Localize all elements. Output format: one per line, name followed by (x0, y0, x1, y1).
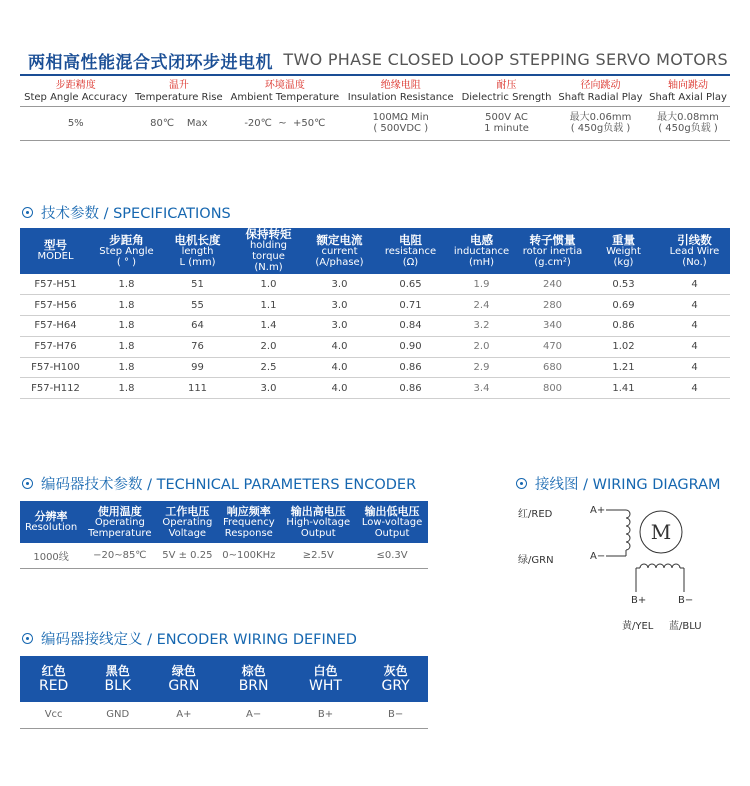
enc-col-op-temp (82, 501, 157, 543)
col-label-cn: 重量 (612, 232, 635, 247)
target-circle-icon (516, 478, 527, 489)
wire-label-grn: 绿/GRN (518, 555, 554, 566)
spec-col-step-angle (91, 228, 162, 274)
wire-col-brn (219, 656, 287, 702)
general-params-value-row (20, 106, 730, 140)
spec-cell: F57-H100 (20, 357, 91, 378)
encoder-params-value-row (20, 543, 428, 568)
spec-cell: 1.8 (91, 274, 162, 295)
general-value-cell (344, 106, 458, 140)
col-label-en-2: Output (374, 527, 410, 539)
value-line-1: 最大0.08mm (657, 112, 719, 123)
specifications-section-title (22, 202, 231, 223)
spec-cell: 1.8 (91, 378, 162, 399)
spec-cell: 240 (517, 274, 588, 295)
col-label-en: inductance (453, 245, 510, 257)
value-line-1: 80℃ Max (150, 117, 208, 129)
value-line-1: 500V AC (485, 112, 528, 123)
spec-table-row (20, 274, 730, 295)
spec-cell: 2.5 (233, 357, 304, 378)
col-label-cn: 耐压 (496, 79, 517, 91)
col-label-en-2: Voltage (168, 527, 207, 539)
encoder-params-header-row (20, 501, 428, 543)
spec-col-torque (233, 228, 304, 274)
spec-table-row (20, 316, 730, 337)
wire-label-b-plus: B+ (631, 595, 647, 606)
general-value-cell (226, 106, 343, 140)
spec-cell: 1.8 (91, 357, 162, 378)
col-label-cn: 输出低电压 (364, 504, 420, 518)
spec-col-weight (588, 228, 659, 274)
col-label-cn: 绿色 (171, 664, 196, 678)
general-col-temp-rise (132, 78, 227, 106)
col-label-en: Lead Wire (669, 245, 720, 257)
enc-value-cell: ≥2.5V (280, 543, 356, 568)
col-label-cn: 电机长度 (174, 232, 221, 247)
target-circle-icon (22, 478, 33, 489)
enc-value-cell: 5V ± 0.25 (157, 543, 217, 568)
col-label-en: Weight (606, 245, 641, 257)
section-title-text: 技术参数 / SPECIFICATIONS (41, 206, 231, 222)
spec-cell: 2.0 (233, 336, 304, 357)
spec-cell: 2.0 (446, 336, 517, 357)
col-label-en: Dielectric Srength (461, 91, 552, 103)
wire-col-grn (148, 656, 219, 702)
col-label-en: Resolution (24, 522, 78, 533)
wire-label-b-minus: B− (678, 595, 694, 606)
encoder-params-table (20, 501, 428, 569)
phase-b-coil (636, 564, 684, 592)
spec-cell: 1.02 (588, 336, 659, 357)
spec-cell: 800 (517, 378, 588, 399)
spec-table-row (20, 378, 730, 399)
col-label-en: GRY (381, 678, 410, 694)
col-label-en: Operating (94, 516, 145, 528)
col-label-cn: 白色 (313, 664, 338, 678)
col-label-en: Temperature Rise (135, 91, 223, 103)
col-label-en: Low-voltage (361, 516, 423, 528)
spec-cell: 51 (162, 274, 233, 295)
wiring-diagram-section-title (516, 473, 721, 494)
spec-cell: 3.4 (446, 378, 517, 399)
wire-label-a-minus: A− (590, 551, 606, 562)
enc-col-high-voltage (280, 501, 356, 543)
value-line-1: 100MΩ Min (372, 112, 429, 123)
section-title-text: 接线图 / WIRING DIAGRAM (535, 477, 721, 493)
col-label-unit: (mH) (468, 256, 495, 268)
wire-col-blk (87, 656, 148, 702)
header-divider (20, 74, 730, 76)
wire-value-cell: GND (87, 702, 148, 728)
col-label-cn: 型号 (44, 238, 67, 252)
col-label-unit: (N.m) (254, 262, 283, 273)
col-label-en: MODEL (37, 251, 74, 262)
enc-col-resolution (20, 501, 82, 543)
spec-cell: 0.69 (588, 295, 659, 316)
col-label-en: BLK (104, 678, 132, 694)
col-label-unit: (A/phase) (315, 256, 364, 268)
spec-cell: 280 (517, 295, 588, 316)
wire-label-red: 红/RED (518, 509, 553, 520)
spec-cell: 340 (517, 316, 588, 337)
col-label-cn: 环境温度 (264, 79, 305, 91)
spec-table-body (20, 274, 730, 399)
spec-cell: 1.21 (588, 357, 659, 378)
col-label-en: BRN (238, 678, 269, 694)
spec-cell: 1.8 (91, 336, 162, 357)
wire-value-cell: A− (219, 702, 287, 728)
general-col-axial-play (646, 78, 730, 106)
col-label-en: rotor inertia (522, 245, 583, 257)
col-label-cn: 绝缘电阻 (380, 79, 421, 91)
col-label-cn: 轴向跳动 (667, 79, 708, 91)
encoder-wiring-section-title (22, 628, 357, 649)
spec-cell: 0.90 (375, 336, 446, 357)
spec-cell: 4 (659, 316, 730, 337)
spec-col-length (162, 228, 233, 274)
general-value-cell (646, 106, 730, 140)
spec-cell: 1.41 (588, 378, 659, 399)
wire-label-a-plus: A+ (590, 505, 606, 516)
spec-cell: 0.65 (375, 274, 446, 295)
col-label-en-2: Temperature (88, 527, 152, 539)
spec-cell: 4.0 (304, 336, 375, 357)
general-col-radial-play (555, 78, 646, 106)
spec-col-inductance (446, 228, 517, 274)
col-label-cn: 工作电压 (165, 504, 210, 518)
col-label-cn: 使用温度 (97, 504, 142, 518)
col-label-en-2: Output (300, 527, 336, 539)
spec-cell: 1.0 (233, 274, 304, 295)
spec-col-current (304, 228, 375, 274)
spec-cell: 470 (517, 336, 588, 357)
wire-col-wht (288, 656, 363, 702)
spec-cell: 4.0 (304, 378, 375, 399)
enc-col-low-voltage (356, 501, 428, 543)
col-label-cn: 径向跳动 (580, 79, 621, 91)
phase-a-coil (606, 510, 630, 556)
general-value-cell (555, 106, 646, 140)
encoder-wiring-table (20, 656, 428, 729)
col-label-unit: (Ω) (402, 256, 419, 268)
col-label-cn: 引线数 (677, 232, 712, 247)
spec-cell: 1.9 (446, 274, 517, 295)
enc-value-cell: −20~85℃ (82, 543, 157, 568)
col-label-cn: 步距角 (109, 232, 144, 247)
spec-cell: 76 (162, 336, 233, 357)
col-label-unit: (No.) (682, 256, 707, 268)
section-title-text: 编码器技术参数 / TECHNICAL PARAMETERS ENCODER (41, 477, 417, 493)
spec-cell: 680 (517, 357, 588, 378)
spec-table-row (20, 357, 730, 378)
col-label-unit: (kg) (613, 256, 634, 268)
page-header (28, 48, 728, 72)
general-col-dielectric (458, 78, 555, 106)
spec-cell: 0.86 (375, 357, 446, 378)
spec-cell: 4 (659, 274, 730, 295)
col-label-en: GRN (168, 678, 200, 694)
encoder-wiring-value-row (20, 702, 428, 728)
col-label-cn: 保持转矩 (245, 227, 292, 241)
general-value-cell (132, 106, 227, 140)
col-label-en-2: Response (224, 527, 273, 539)
spec-cell: 55 (162, 295, 233, 316)
col-label-en: RED (38, 678, 69, 694)
col-label-cn: 步距精度 (55, 79, 96, 91)
spec-cell: 3.2 (446, 316, 517, 337)
value-line-1: -20℃ ~ +50℃ (244, 117, 326, 129)
section-title-text: 编码器接线定义 / ENCODER WIRING DEFINED (41, 632, 357, 648)
spec-cell: F57-H76 (20, 336, 91, 357)
wire-col-gry (363, 656, 428, 702)
enc-col-op-voltage (157, 501, 217, 543)
col-label-en: Step Angle Accuracy (24, 91, 128, 103)
spec-cell: 0.86 (375, 378, 446, 399)
wire-value-cell: B− (363, 702, 428, 728)
spec-cell: 4 (659, 357, 730, 378)
col-label-en: current (321, 245, 358, 257)
wire-value-cell: Vcc (20, 702, 87, 728)
page-title-cn: 两相高性能混合式闭环步进电机 (28, 53, 273, 73)
col-label-en: Insulation Resistance (347, 91, 454, 103)
encoder-params-section-title (22, 473, 416, 494)
col-label-cn: 黑色 (105, 664, 130, 678)
enc-col-frequency (217, 501, 280, 543)
col-label-cn: 红色 (41, 664, 66, 678)
spec-cell: 4 (659, 295, 730, 316)
col-label-cn: 温升 (168, 79, 189, 91)
spec-header-row (20, 228, 730, 274)
col-label-cn: 输出高电压 (290, 504, 346, 518)
spec-cell: F57-H64 (20, 316, 91, 337)
col-label-en: resistance (384, 245, 437, 257)
spec-cell: 4.0 (304, 357, 375, 378)
value-line-2: 1 minute (484, 123, 529, 134)
col-label-en: Ambient Temperature (230, 91, 340, 103)
enc-value-cell: ≤0.3V (356, 543, 428, 568)
general-value-cell (20, 106, 132, 140)
value-line-1: 最大0.06mm (569, 112, 632, 123)
spec-cell: 99 (162, 357, 233, 378)
spec-cell: 4 (659, 378, 730, 399)
col-label-cn: 转子惯量 (529, 232, 576, 247)
value-line-1: 5% (67, 117, 84, 129)
spec-cell: 4 (659, 336, 730, 357)
spec-col-model (20, 228, 91, 274)
col-label-en: length (181, 245, 214, 257)
col-label-en: Step Angle (99, 245, 154, 257)
spec-cell: 3.0 (233, 378, 304, 399)
spec-cell: 64 (162, 316, 233, 337)
col-label-en: Shaft Radial Play (558, 91, 643, 103)
spec-cell: F57-H112 (20, 378, 91, 399)
motor-symbol: M (650, 520, 672, 544)
col-label-en: High-voltage (286, 516, 351, 528)
specifications-table (20, 228, 730, 399)
wire-col-red (20, 656, 87, 702)
col-label-en: Shaft Axial Play (649, 91, 727, 103)
encoder-wiring-header-row (20, 656, 428, 702)
general-col-insulation (344, 78, 458, 106)
col-label-unit: ( ° ) (116, 256, 137, 268)
col-label-cn: 电阻 (399, 232, 422, 247)
value-line-2: ( 450g负载 ) (570, 123, 631, 134)
spec-cell: 0.71 (375, 295, 446, 316)
general-col-step-accuracy (20, 78, 132, 106)
spec-cell: 2.4 (446, 295, 517, 316)
spec-cell: F57-H51 (20, 274, 91, 295)
col-label-unit: (g.cm²) (534, 256, 571, 268)
col-label-unit: L (mm) (179, 256, 216, 268)
target-circle-icon (22, 207, 33, 218)
col-label-en: Operating (162, 516, 213, 528)
spec-cell: 0.53 (588, 274, 659, 295)
col-label-cn: 棕色 (241, 664, 266, 678)
col-label-cn: 分辨率 (34, 510, 68, 523)
wiring-diagram (518, 500, 738, 640)
col-label-en: Frequency (222, 516, 275, 528)
col-label-en: WHT (309, 678, 342, 694)
wire-label-blu: 蓝/BLU (669, 621, 702, 632)
spec-cell: 3.0 (304, 295, 375, 316)
wire-label-yel: 黄/YEL (622, 621, 654, 632)
spec-cell: 3.0 (304, 274, 375, 295)
general-params-table (20, 78, 730, 141)
target-circle-icon (22, 633, 33, 644)
general-params-header-row (20, 78, 730, 106)
general-col-ambient-temp (226, 78, 343, 106)
spec-cell: 1.4 (233, 316, 304, 337)
spec-cell: 0.86 (588, 316, 659, 337)
enc-value-cell: 1000线 (20, 543, 82, 568)
spec-table-row (20, 295, 730, 316)
col-label-cn: 响应频率 (226, 504, 271, 518)
wire-value-cell: B+ (288, 702, 363, 728)
col-label-en: holding torque (249, 240, 288, 262)
value-line-2: ( 450g负载 ) (658, 123, 718, 134)
wire-value-cell: A+ (148, 702, 219, 728)
spec-cell: 3.0 (304, 316, 375, 337)
spec-cell: 1.1 (233, 295, 304, 316)
general-value-cell (458, 106, 555, 140)
spec-cell: 111 (162, 378, 233, 399)
spec-table-row (20, 336, 730, 357)
spec-col-lead-wire (659, 228, 730, 274)
spec-col-inertia (517, 228, 588, 274)
spec-cell: 0.84 (375, 316, 446, 337)
spec-cell: 1.8 (91, 295, 162, 316)
col-label-cn: 灰色 (383, 664, 408, 678)
spec-cell: 1.8 (91, 316, 162, 337)
enc-value-cell: 0~100KHz (217, 543, 280, 568)
spec-col-resistance (375, 228, 446, 274)
value-line-2: ( 500VDC ) (373, 123, 429, 134)
col-label-cn: 电感 (470, 232, 493, 247)
spec-cell: 2.9 (446, 357, 517, 378)
col-label-cn: 额定电流 (316, 232, 363, 247)
page-title-en: TWO PHASE CLOSED LOOP STEPPING SERVO MOTORS (283, 50, 728, 69)
spec-cell: F57-H56 (20, 295, 91, 316)
